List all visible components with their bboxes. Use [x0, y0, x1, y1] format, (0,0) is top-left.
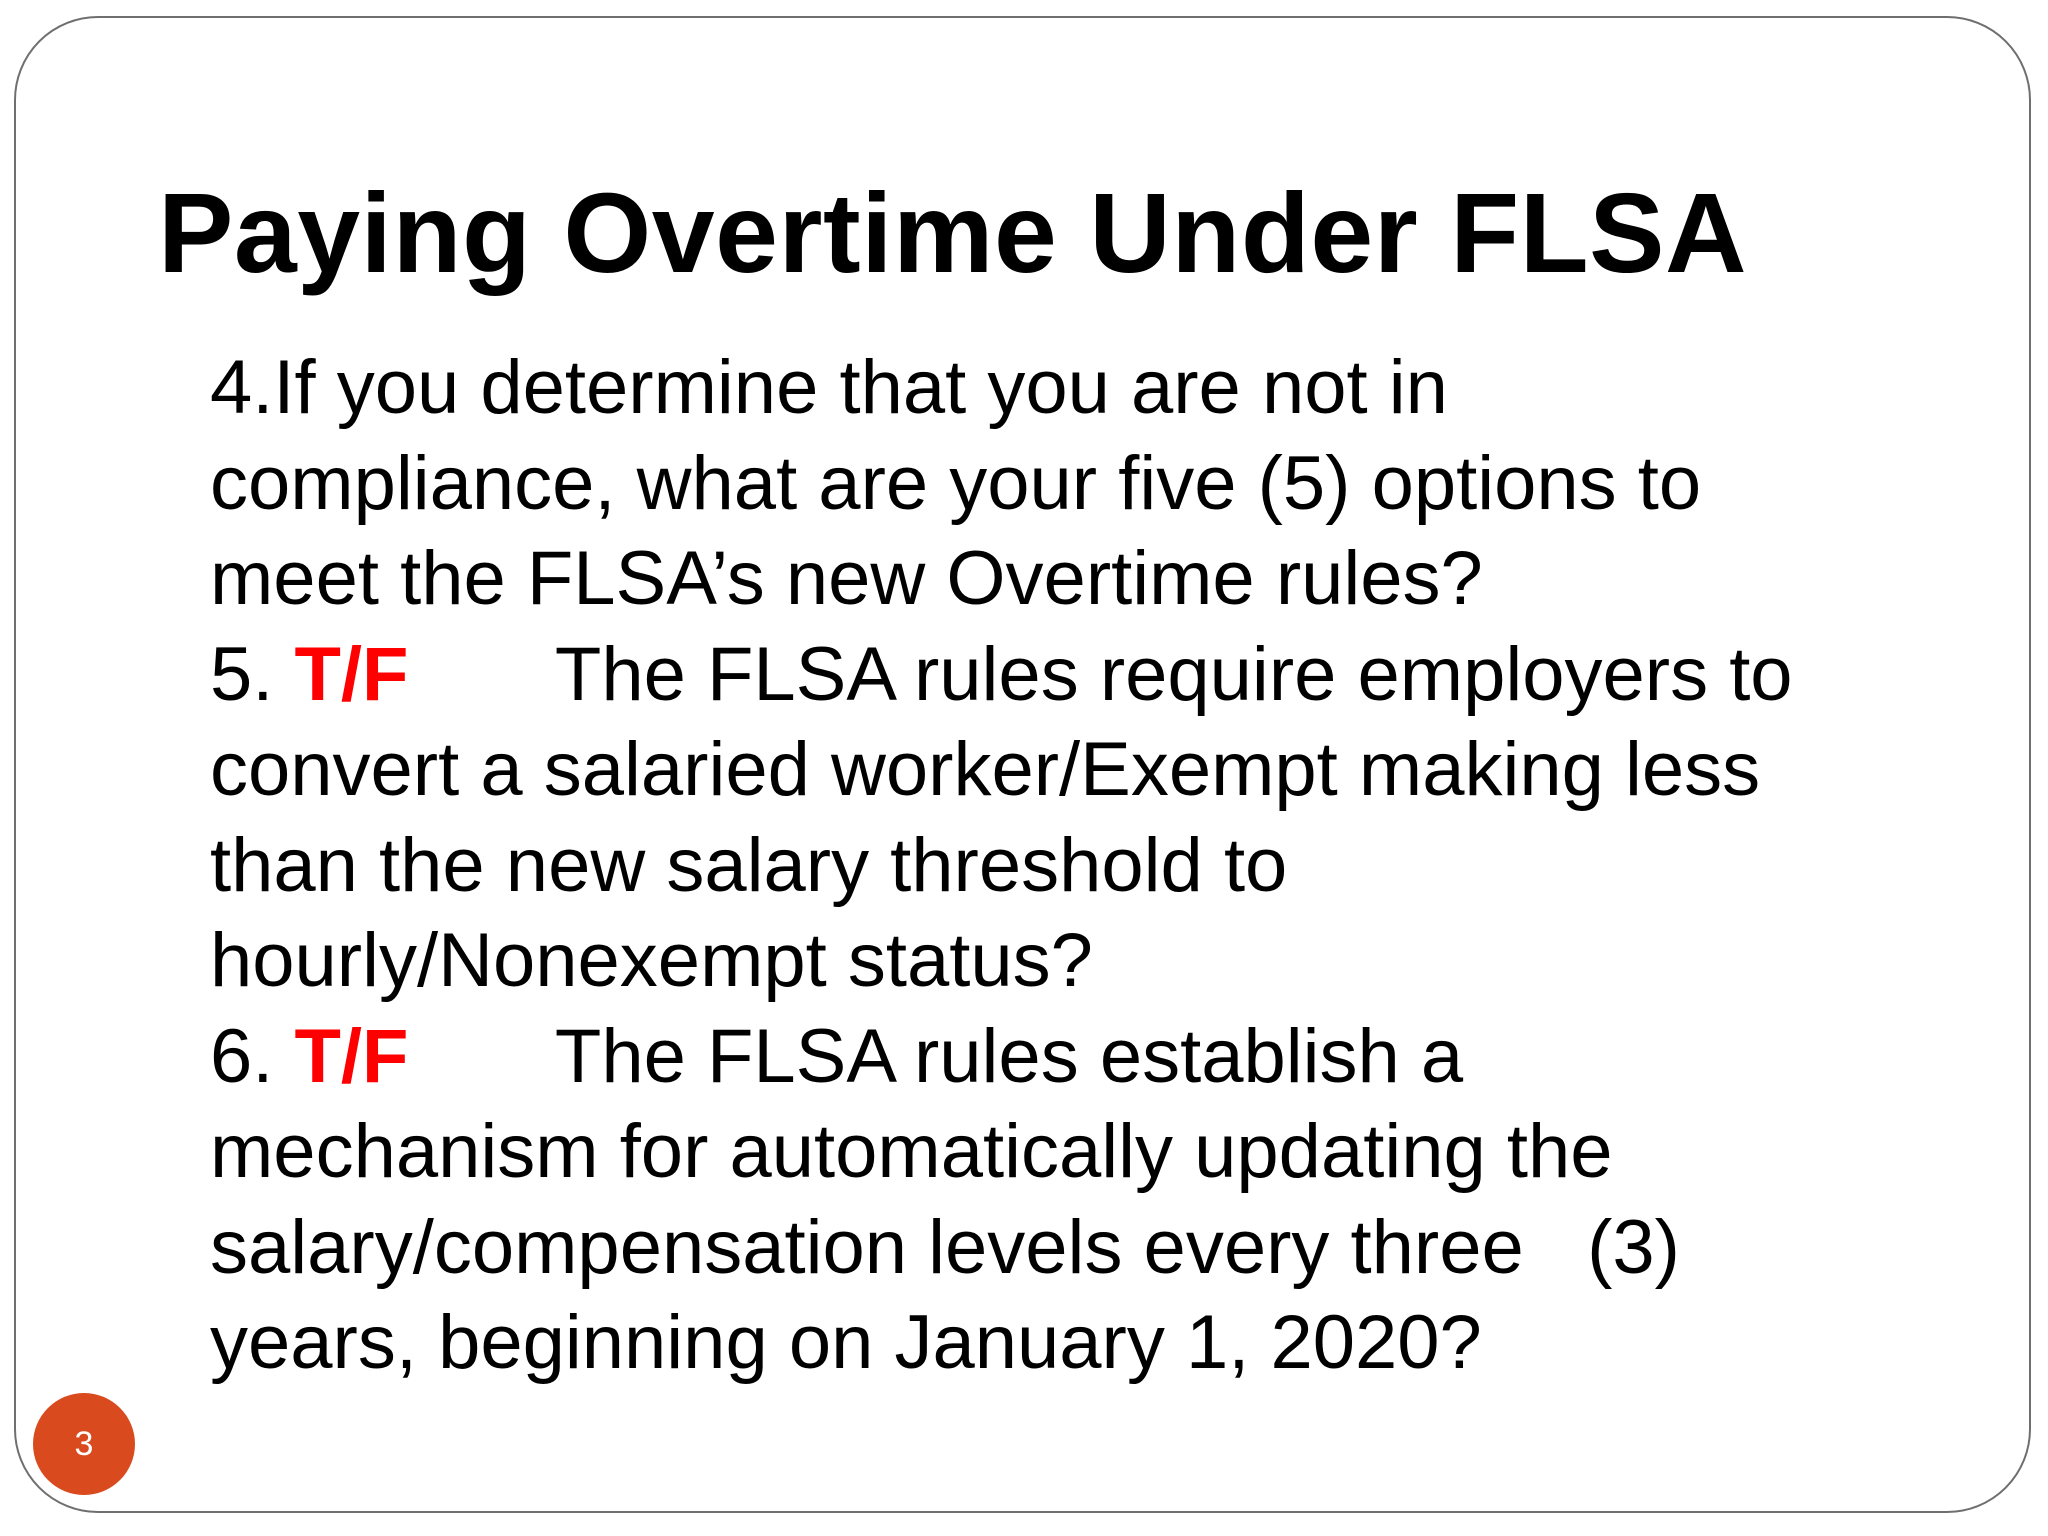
question-4-line-3: meet the FLSA’s new Overtime rules? — [210, 536, 1483, 621]
question-5-text: The FLSA rules require employers to — [408, 631, 1793, 717]
question-5-line-2: convert a salaried worker/Exempt making less — [210, 727, 1761, 812]
question-6-line-1 — [210, 1009, 1970, 1105]
slide-body — [210, 340, 1970, 1391]
question-5-line-1 — [210, 627, 1970, 723]
question-5-line-3: than the new salary threshold to — [210, 822, 1288, 908]
question-5-line-4: hourly/Nonexempt status? — [210, 918, 1093, 1003]
page-number-badge — [33, 1393, 135, 1495]
slide-title: Paying Overtime Under FLSA — [158, 170, 1748, 296]
question-4-line-2: compliance, what are your five (5) options to — [210, 440, 1702, 526]
question-6-line-2: mechanism for automatically updating the — [210, 1109, 1613, 1194]
question-5-true-false: T/F — [294, 631, 409, 717]
question-6-true-false: T/F — [294, 1013, 409, 1099]
question-4-line-1: 4.If you determine that you are not in — [210, 345, 1448, 430]
question-6-line-4: years, beginning on January 1, 2020? — [210, 1300, 1482, 1385]
question-6-text: The FLSA rules establish a — [408, 1013, 1464, 1099]
question-6-line-3: salary/compensation levels every three (3) — [210, 1204, 1680, 1290]
page-number: 3 — [74, 1424, 94, 1463]
question-6-number: 6. — [210, 1013, 295, 1099]
question-5-number: 5. — [210, 631, 295, 717]
